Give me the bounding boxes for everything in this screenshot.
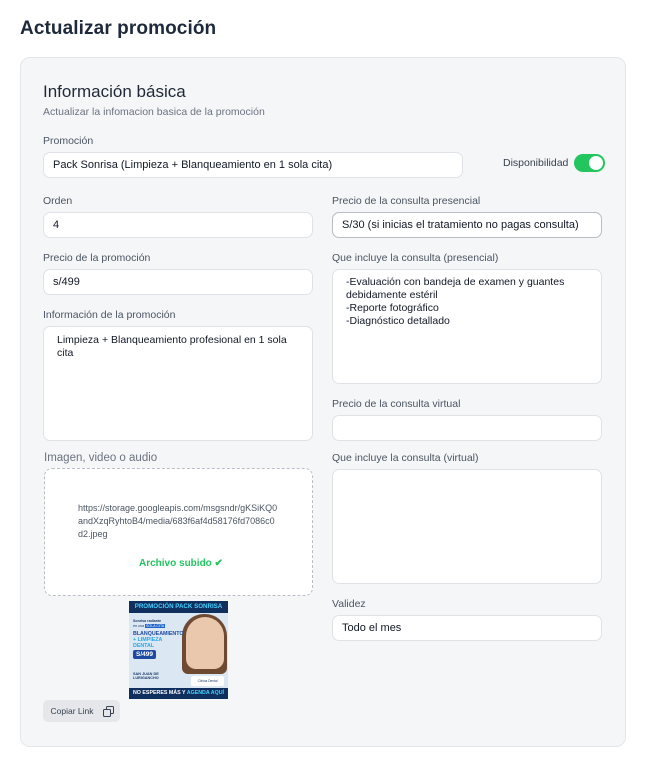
preview-brand: Clínica Dental (191, 676, 224, 686)
precio-consulta-virtual-label: Precio de la consulta virtual (332, 398, 461, 410)
validez-input[interactable]: Todo el mes (332, 615, 602, 641)
preview-header: PROMOCIÓN PACK SONRISA (129, 601, 228, 613)
toggle-knob (589, 156, 603, 170)
upload-label: Imagen, video o audio (44, 452, 158, 464)
page-title: Actualizar promoción (20, 18, 217, 39)
orden-label: Orden (43, 195, 73, 207)
copy-icon (103, 706, 113, 716)
upload-url: https://storage.googleapis.com/msgsndr/gKSiKQ0andXzqRyhtoB4/media/683f6af4d58176fd7086c0d2.jpeg (78, 503, 278, 539)
copy-link-label: Copiar Link (50, 706, 94, 716)
precio-consulta-presencial-input[interactable]: S/30 (si inicias el tratamiento no pagas consulta) (332, 212, 602, 238)
precio-consulta-presencial-label: Precio de la consulta presencial (332, 195, 481, 207)
copy-link-button[interactable] (43, 700, 120, 722)
preview-price: S/499 (133, 650, 156, 659)
preview-place: SAN JUAN DE LURIGANCHO (133, 672, 159, 681)
incluye-presencial-textarea[interactable]: -Evaluación con bandeja de examen y guantes debidamente estéril -Reporte fotográfico -Diagnóstico detallado (332, 269, 602, 384)
preview-headline: BLANQUEAMIENTO + LIMPIEZA DENTAL (133, 631, 184, 649)
uploaded-image-preview[interactable] (129, 601, 228, 699)
disponibilidad-control (503, 154, 605, 172)
promocion-input[interactable]: Pack Sonrisa (Limpieza + Blanqueamiento en 1 sola cita) (43, 152, 463, 178)
precio-promocion-label: Precio de la promoción (43, 252, 151, 264)
preview-tagline: Sonrisa radiante en una SOLA CITA (133, 619, 165, 628)
preview-footer: NO ESPERES MÁS Y AGENDA AQUÍ (129, 688, 228, 699)
incluye-virtual-label: Que incluye la consulta (virtual) (332, 452, 479, 464)
disponibilidad-toggle[interactable] (574, 154, 605, 172)
section-title: Información básica (43, 82, 186, 101)
preview-face (186, 617, 224, 669)
orden-input[interactable]: 4 (43, 212, 313, 238)
precio-consulta-virtual-input[interactable] (332, 415, 602, 441)
precio-promocion-input[interactable]: s/499 (43, 269, 313, 295)
incluye-presencial-label: Que incluye la consulta (presencial) (332, 252, 499, 264)
promocion-label: Promoción (43, 135, 94, 147)
section-subtitle: Actualizar la infomacion basica de la promoción (43, 106, 265, 118)
validez-label: Validez (332, 598, 366, 610)
upload-status: Archivo subido ✔ (139, 558, 223, 569)
informacion-promocion-textarea[interactable]: Limpieza + Blanqueamiento profesional en 1 sola cita (43, 326, 313, 441)
informacion-promocion-label: Información de la promoción (43, 309, 176, 321)
incluye-virtual-textarea[interactable] (332, 469, 602, 584)
disponibilidad-label: Disponibilidad (503, 157, 569, 169)
